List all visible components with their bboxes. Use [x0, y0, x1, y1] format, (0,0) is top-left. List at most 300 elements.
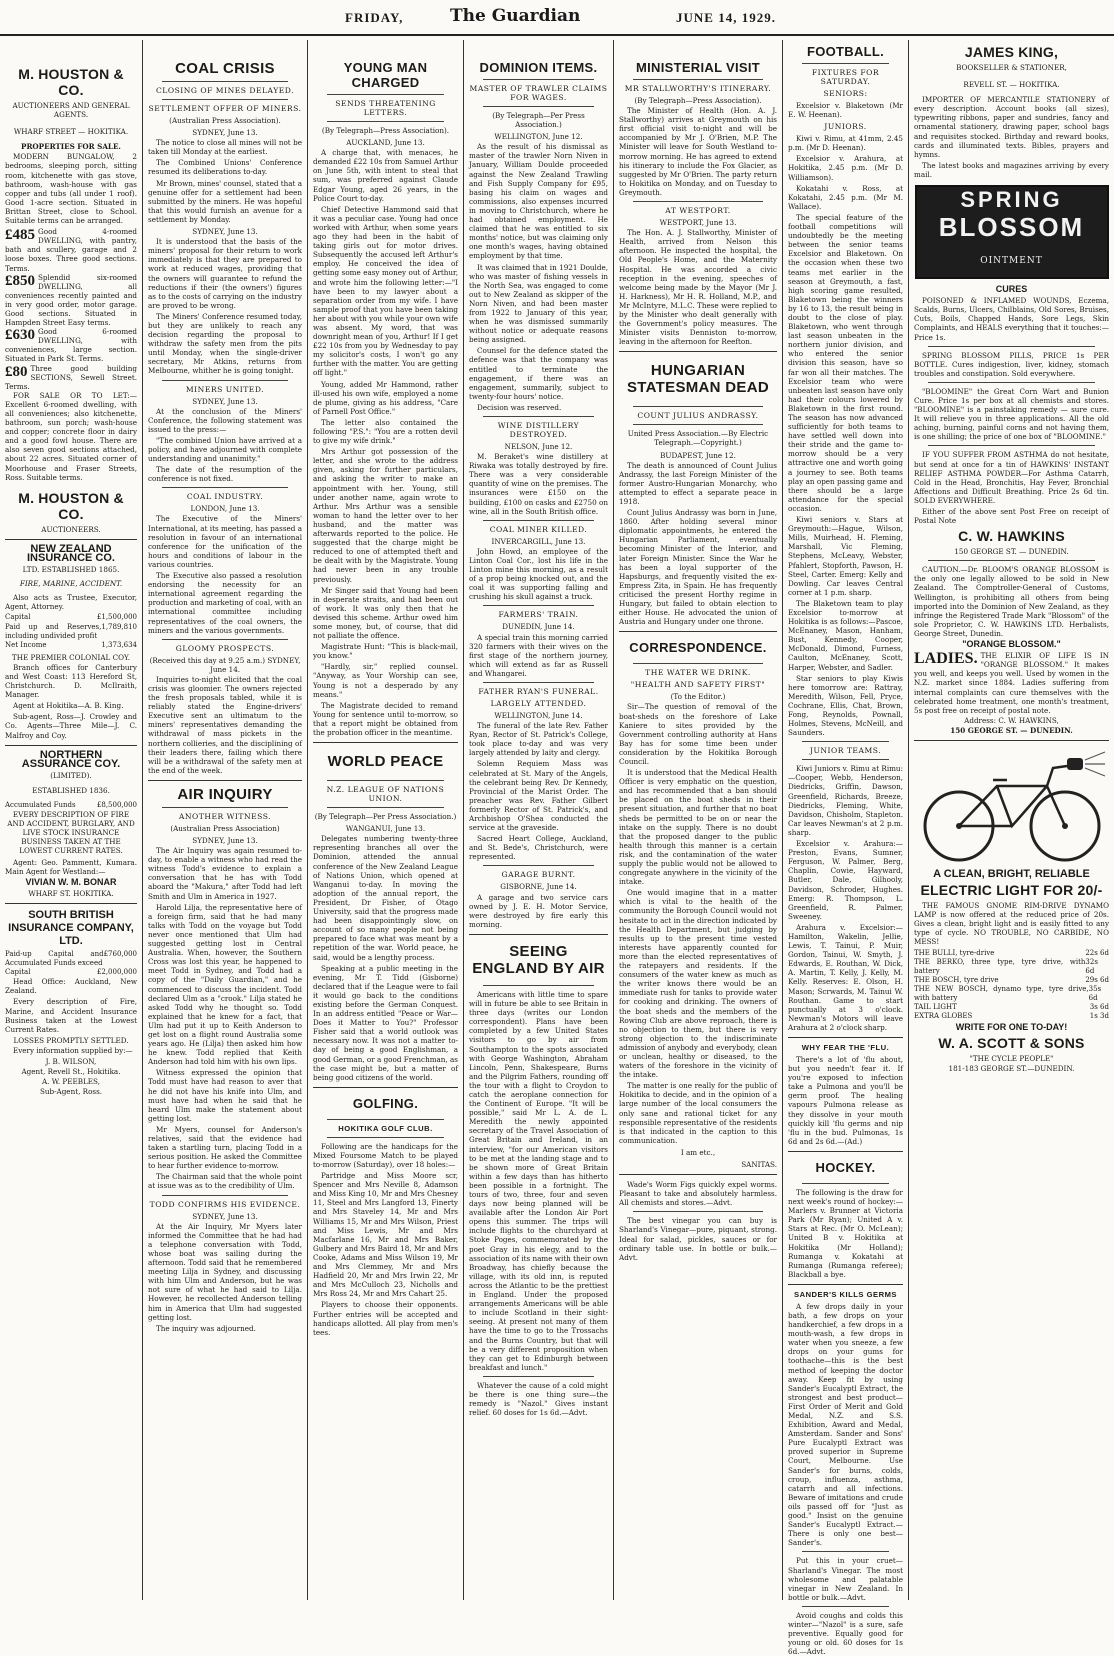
paragraph: John Howd, an employee of the Linton Coal Cor., lost his life in the Linton mine this morning, as a result of a prop being knocked out, and the coal it was supporting falling and crushing his skull against a truck.	[469, 546, 608, 602]
divider	[633, 1211, 763, 1212]
divider	[483, 416, 594, 417]
divider	[483, 520, 594, 521]
ad-pills: SPRING BLOSSOM PILLS, PRICE 1s PER BOTTLE. Cures indigestion, liver, kidney, stomach troubles and constipation. Sold everywhere.	[914, 350, 1109, 378]
subhead: COUNT JULIUS ANDRASSY.	[637, 411, 759, 421]
value: £760,000	[103, 949, 137, 958]
ad-write: WRITE FOR ONE TO-DAY!	[955, 1022, 1068, 1033]
nzi-paidup	[5, 623, 137, 641]
paragraph: The Blaketown team to play Excelsior to-morrow at Hokitika is as follows:—Pascoe, McEnaney, Mason, Hanham, Bust, Kennedy, Cooper, McDonald, Dimond, Furness, Caulton, McEnaney, Scott, Harper, Webster, and Sadler.	[788, 598, 903, 672]
paragraph: It was claimed that in 1921 Doulde, who was master of fishing vessels in the North Sea, was engaged to come out to New Zealand as skipper of the Norn Niven, and had been master from 1922 to January of this year, when he was dismissed summarily without notice or adequate reasons being assigned.	[469, 262, 608, 345]
paragraph: There's a lot of 'flu about, but you needn't fear it. If you're exposed to infection take a Pulmona and you'll be germ proof. The healing vapours Pulmona release as they dissolve in your mouth quickly kill 'flu germs and nip 'flu in the bud. Pulmonas, 1s 6d and 2s 6d.—(Ad.)	[788, 1055, 903, 1146]
ad-nzi-established: LTD. ESTABLISHED 1865.	[22, 565, 120, 575]
paragraph: Star seniors to play Kiwis here tomorrow are: Rattray, Meredith, Wilson, Fell, Pryce, Cochrane, Ellis, Chat, Brown, Fong, Reynolds, Pownall, Holmes, Stevens, McNeill, and Saunders.	[788, 673, 903, 738]
dateline: WESTPORT, June 13.	[659, 218, 737, 228]
price-2: £485	[5, 227, 35, 244]
ad-property-1: MODERN BUNGALOW, 2 bedrooms, sleeping porch, sitting room, kitchenette with gas stove, bathroom, wash-house with gas copper and tubs (all under 1 roof). Good 1-acre section. Situated in Brittan Street, close to School. Suitable terms can be arranged.	[5, 152, 137, 226]
label: THE BERKO, three type, tyre drive, with battery	[914, 957, 1086, 975]
divider	[483, 1376, 594, 1377]
headline-hungarian-statesman: HUNGARIAN STATESMAN DEAD	[627, 362, 769, 397]
paragraph: It is understood that the basis of the miners' proposal for their return to work immediately is that they are prepared to work at reduced wages, providing that the owners will guarantee to refund the reductions if their (the owners') figures as to the costs of carrying on the industry are proved to be wrong.	[148, 237, 302, 310]
paragraph: A special train this morning carried 320 farmers with their wives on the first stage of the northern journey, which will extend as far as Russell and Whangarei.	[469, 632, 608, 678]
paragraph: Mrs Arthur got possession of the letter, and she wrote to the address given, asking for further particulars, and asking the writer to make an appointment with her. Young, still under another name, again wrote to Arthur. Mrs Arthur was a sensible woman to hand the letter over to her husband, and the matter was afterwards reported to the police. He suggested that the charge might be reduced to one of attempted theft and be dealt with by the Magistrate. Young had never been in any trouble previously.	[313, 447, 458, 584]
logo-word: BLOSSOM	[938, 212, 1085, 243]
divider	[928, 382, 1095, 383]
paragraph: Solemn Requiem Mass was celebrated at St. Mary of the Angels, the celebrant being Rev. Dr Kennedy, Provincial of the Marist Order. The preacher was Rev. Father Gilbert formerly Rector of St. Patrick's, and Archbishop O'Shea conducted the service at the graveside.	[469, 759, 608, 833]
subhead: THE WATER WE DRINK.	[645, 668, 751, 678]
ad-sbi-name: SOUTH BRITISH INSURANCE COMPANY, LTD.	[8, 908, 134, 947]
subhead: MR STALLWORTHY'S ITINERARY.	[624, 84, 772, 93]
headline-coal-crisis: COAL CRISIS	[175, 60, 275, 77]
label: Accumulated Funds	[5, 801, 76, 809]
to-editor: (To the Editor.)	[670, 692, 726, 702]
headline-hockey: HOCKEY.	[815, 1159, 876, 1175]
ad-cures-text: POISONED & INFLAMED WOUNDS, Eczema, Scalds, Burns, Ulcers, Chilblains, Old Sores, Bruises, Cuts, Boils, Chapped Hands, Sore Legs, Skin Complaints, and HEALS everything that it touches:—Price 1s.	[914, 296, 1109, 342]
headline-young-man-charged: YOUNG MAN CHARGED	[343, 60, 428, 90]
value: 1,789,810	[101, 622, 137, 631]
divider	[633, 201, 763, 202]
ad-property-3	[5, 273, 137, 328]
divider	[162, 639, 288, 640]
price-5: £80	[5, 363, 28, 380]
value: 32s 6d	[1085, 957, 1098, 975]
dateline: WANGANUI, June 13.	[345, 824, 426, 834]
ad-houston-subtitle: AUCTIONEERS AND GENERAL AGENTS.	[12, 101, 130, 120]
sbi-capital	[5, 968, 137, 977]
ad-info: Every information supplied by:—	[13, 1045, 133, 1055]
ad-hawkins-name: C. W. HAWKINS	[958, 528, 1065, 545]
dateline: SYDNEY, June 13.	[192, 1211, 258, 1221]
ad-asthma: IF YOU SUFFER FROM ASTHMA do not hesitate, but send at once for a tin of HAWKINS' INSTANT RELIEF ASTHMA POWDER—For Asthma Catarrh, Cold in the Head, Bronchitis, Hay Fever, Bronchial Affections and Difficult Breathing. Price 2s 6d tin. SOLD EVERYWHERE.	[914, 450, 1109, 505]
label: Net Income	[5, 640, 47, 649]
ad-houston-subtitle-2: AUCTIONEERS.	[41, 524, 101, 534]
ad-lamp-text: THE FAMOUS GNOME RIM-DRIVE DYNAMO LAMP is now offered at the reduced price of 20s. Gives a clean, bright light and is easily fitted to any type of cycle. NO TROUBLE, NO CARBIDE, NO MESS!	[914, 901, 1109, 947]
ad-james-king-text-2: The latest books and magazines arriving by every mail.	[914, 160, 1109, 179]
masthead-date: JUNE 14, 1929.	[676, 10, 776, 25]
value: 1,373,634	[101, 640, 137, 649]
paragraph: One would imagine that in a matter which is vital to the health of the community the Borough Council would not hesitate to act in the direction indicated by the Health Department, but judging by results up to the present time vested interests have apparently counted for more than the elected representatives of the ratepayers and residents. If the consumers of the water knew as much as the writer knows there would be an immediate rush for tanks to provide water for cooking and drinking. The owners of the boat sheds and the members of the Rowing Club are above reproach, there is no objection to them, but there is very strong objection to the indiscriminate admission of anybody and everybody, clean or unclean, healthy or diseased, to the waters of the foreshore in the vicinity of the intake.	[619, 888, 777, 1080]
credit-line: (Australian Press Association).	[169, 116, 281, 125]
price-3: £850	[5, 272, 35, 289]
divider	[802, 63, 889, 64]
ad-scott-address: 181-183 GEORGE ST.—DUNEDIN.	[948, 1064, 1075, 1074]
paragraph: Americans with little time to spare will in future be able to see Britain in three days (writes our London correspondent). Plans have been completed by a few United States visitors to go by air from Southampton to the spots associated with George Washington, Abraham Lincoln, Penn, Shakespeare, Burns and the Pilgrim Fathers, rounding off the tour with a flight to Croydon to catch the aeroplane connection for the Continent of Europe. "It will be possible," said Mr L. A. de L. Meredith the newly appointed secretary of the Travel Association of Great Britain and Ireland, in an interview, "for our American visitors to be met at the landing stage and to be shown more of Great Britain within a few days than has hitherto been possible in a fortnight. The tours of two, three, four and seven days now being planned will be available after the London Air Port opens this summer. The trips will include flights to the churchyard at Stoke Poges, commemorated by the poet Gray in his elegy, and to the association of its name with their own Broadway, has chiefly because the village, with its old inn, is reputed across the Atlantic to be the prettiest in England. Under the proposed arrangements Americans will be able to include Scotland in their sight-seeing. At present not many of them have the time to go to the Trossachs and the Burns Country, but that will be a very different proposition when they can get to Edinburgh between breakfast and lunch."	[469, 989, 608, 1372]
lamp-price-1	[914, 949, 1109, 958]
paragraph: Kokatahi v. Ross, at Kokatahi, 2.45 p.m. (Mr M. Wallace).	[788, 183, 903, 211]
credit-line: (Australian Press Association)	[170, 823, 280, 833]
divider	[928, 445, 1095, 446]
property-4-text: Good 6-roomed DWELLING, with conveniences, large section. Situated in Park St. Terms.	[5, 327, 137, 364]
sbi-paid	[5, 950, 137, 968]
value: £1,500,000	[96, 613, 137, 622]
divider	[619, 351, 777, 352]
label: EXTRA GLOBES	[914, 1012, 973, 1021]
divider	[788, 1037, 903, 1038]
spring-blossom-logo	[915, 185, 1109, 279]
paragraph: "The combined Union have arrived at a policy, and have adjourned with complete understanding and unanimity."	[148, 435, 302, 464]
paragraph: Speaking at a public meeting in the evening, Mr T. Tidd (Gisborne) declared that if the League were to fail it would go back to the conditions existing before the German Conquest. In an address entitled "Peace or War—Does it Matter to You?" Professor Fisher said that a world outlook was necessary now. It was not a matter to-day of being a good Englishman, a good German, or a good Frenchman, as the case might be, but a matter of being good citizens of the world.	[313, 963, 458, 1082]
divider	[148, 780, 302, 781]
subhead: FARMERS' TRAIN.	[498, 610, 579, 620]
paragraph: A few drops daily in your bath, a few drops on your handkerchief, a few drops in a mouth-wash, a few drops in water when you sneeze, a few drops on your gums for toothache—this is the best method of keeping the doctor away. Keep fit by using Sander's Eucalyptl Extract, the strongest and best product—First Order of Merit and Gold Medal, N.Z. and S.S. Exhibition, Award and Medal, Amsterdam. Sander and Sons' Pure Eucalyptl Extract was proved superior in Supreme Court, Melbourne. Use Sander's for burns, colds, croup, influenza, asthma, catarrh and all infections. Beware of imitations and crude oils passed off for "Just as good." Insist on the genuine Sander's Eucalyptl Extract.—There is only one best—Sander's.	[788, 1301, 903, 1548]
dateline: LONDON, June 13.	[190, 504, 260, 514]
divider	[483, 985, 594, 986]
paragraph: The matter is one really for the public of Hokitika to decide, and in the opinion of a large number of the local consumers the only sane and rational ticket for any responsible representative of the residents is that indicated in the caption to this communication.	[619, 1081, 777, 1145]
divider	[802, 759, 889, 760]
paragraph: The special feature of the football competitions will undoubtedly be the meeting between the senior teams Excelsior and Blaketown. On the occasion when these two teams met earlier in the season at Greymouth, a fast, high scoring game resulted, Blaketown being the winners by 16 to 13, the result being in doubt to the close of play. Blaketown, who went through last season unbeaten in the northern junior division, and who entered the senior division this season, have so far won all their matches. The Excelsior team who were unbeaten last season have only had their colours lowered by Blaketown in the first round. The season has now advanced sufficiently for both teams to have settled well down into their stride and the game to-morrow should be a very attractive one and worth going a journey to see. Both teams play an open passing game and there should be a large attendance for the special occasion.	[788, 212, 903, 513]
property-5-text: Three good building SECTIONS, Sewell Street. Terms.	[5, 363, 137, 391]
column-coal-crisis	[143, 40, 307, 1600]
paragraph: Excelsior v. Blaketown (Mr E. W. Heenan).	[788, 101, 903, 120]
column-advertisements-right	[909, 40, 1114, 1600]
divider	[313, 742, 458, 743]
ad-property-4	[5, 327, 137, 363]
paragraph: Following are the handicaps for the Mixed Foursome Match to be played to-morrow (Saturday), over 18 holes:—	[313, 1141, 458, 1169]
paragraph: Arahura v. Excelsior:—Hamilton, Wakelin, Jellie, Lewis, T. Tainui, P. Muir, Gordon, Tainui, W. Smyth, J. Edwards, E. Routhan, W. Dick, A. Martin, T. Kelly, J. Kelly, M. Kelly. Reserves: E. Olson, H. Mason; Scrwards, M. Tainui W. Routhan. Game to start punctually at 3 o'clock. Newman's Motors will leave Arahura at 2 o'clock sharp.	[788, 922, 903, 1032]
divider	[928, 346, 1095, 347]
paragraph: The Magistrate decided to remand Young for sentence until to-morrow, so that a report might be obtained from the probation officer in the meantime.	[313, 700, 458, 737]
column-young-man-charged	[308, 40, 463, 1600]
divider	[5, 903, 137, 904]
subhead: SENIORS:	[823, 89, 868, 98]
headline-football: FOOTBALL.	[806, 44, 885, 59]
ad-properties-heading: PROPERTIES FOR SALE.	[21, 142, 121, 152]
paragraph: "Hardly, sir," replied counsel. "Anyway, as Your Worship can see, Young is not a desperado by any means."	[313, 662, 458, 699]
paragraph: The Executive of the Miners' International, at its meeting, has passed a resolution in favour of an international conference for the unification of the hours and conditions of labour in the various countries.	[148, 514, 302, 569]
paragraph: The funeral of the late Rev. Father Ryan, Rector of St. Patrick's College, took place to-day and was very largely attended by laity and clergy.	[469, 721, 608, 758]
paragraph: The Executive also passed a resolution endorsing the necessity for an international agreement regarding the production and marketing of coal, with an international committee including representatives of the coal owners, the miners and the various governments.	[148, 571, 302, 635]
label: TAIL LIGHT	[914, 1003, 957, 1012]
lamp-price-5	[914, 1003, 1109, 1012]
dateline: GISBORNE, June 14.	[500, 882, 577, 892]
ad-northern-ltd: (LIMITED).	[50, 770, 92, 780]
subhead: GLOOMY PROSPECTS.	[175, 643, 275, 653]
ad-northern-text: EVERY DESCRIPTION OF FIRE AND ACCIDENT, BURGLARY, AND LIVE STOCK INSURANCE BUSINESS TAKEN AT THE LOWEST CURRENT RATES.	[7, 810, 135, 856]
paragraph: Mr Brown, mines' counsel, stated that a genuine offer for a settlement had been submitted by the miners. He was hopeful that this would furnish an avenue for a settlement by Monday.	[148, 178, 302, 224]
paragraph: The Minister of Health (Hon. A. J. Stallworthy) arrives at Greymouth on his first official visit to-night and will be accompanied by Mr J. O'Brien, M.P. The Minister will leave for South Westland to-morrow morning. He has agreed to extend his itinerary to include the Fox Glacier, as suggested by Mr O'Brien. The party return to Hokitika on Monday, and on Tuesday to Greymouth.	[619, 106, 777, 197]
ad-agent-1: Agent at Hokitika—A. B. King.	[13, 701, 124, 711]
divider	[928, 560, 1095, 561]
divider	[619, 631, 777, 632]
ad-houston-name-2: M. HOUSTON & CO.	[18, 489, 124, 522]
paragraph: Young, added Mr Hammond, rather ill-used his own wife, employed a nome de plume, giving as his address, "Care of Parnell Post Office."	[313, 379, 458, 416]
ad-sbi-text: Every description of Fire, Marine, and Accident Insurance Business taken at the Lowest Current Rates.	[5, 997, 137, 1034]
dateline: (Received this day at 9.25 a.m.) SYDNEY, June 14.	[149, 655, 301, 674]
masthead	[0, 0, 1114, 36]
subhead: MASTER OF TRAWLER CLAIMS FOR WAGES.	[469, 84, 608, 102]
paragraph: Mr Myers, counsel for Anderson's relatives, said that the evidence had taken a startling turn, placing Todd in a serious position. He asked the Committee to hear further evidence to-morrow.	[148, 1124, 302, 1171]
column-advertisements-left	[0, 40, 142, 1600]
ad-property-2	[5, 227, 137, 272]
ad-address-2: 150 GEORGE ST. — DUNEDIN.	[950, 725, 1073, 735]
label: Paid up and Reserves, including undivided profit	[5, 622, 102, 640]
subhead: FATHER RYAN'S FUNERAL.	[478, 686, 599, 696]
dateline: SYDNEY, June 13.	[192, 227, 258, 237]
paragraph: Counsel for the defence stated the defence was that the company was entitled to terminate the engagement, if there was an engagement, summarily, subject to twenty-four hours' notice.	[469, 346, 608, 401]
ad-james-king-address: REVELL ST. — HOKITIKA.	[963, 80, 1060, 90]
dateline: SYDNEY, June 13.	[192, 128, 258, 138]
advert-nazol: Whatever the cause of a cold might be there is one thing sure—the remedy is "Nazol." Gives instant relief. 60 doses for 1s 6d.—Advt.	[469, 1380, 608, 1418]
subhead: TODD CONFIRMS HIS EVIDENCE.	[149, 1199, 301, 1209]
ad-agent-3: Agent: Geo. Pammentt, Kumara. Main Agent for Westland:—	[5, 857, 137, 876]
price-4: £630	[5, 327, 35, 344]
subhead: SETTLEMENT OFFER OF MINERS.	[148, 104, 302, 113]
paragraph: Mr Singer said that Young had been in desperate straits, and had been out of work. It was only then that he devised this scheme. Arthur owed him some money, but, of course, that did not palliate the offence.	[313, 585, 458, 641]
logo-word: SPRING	[960, 187, 1063, 213]
subhead: "HEALTH AND SAFETY FIRST"	[630, 680, 766, 690]
paragraph: Delegates numbering twenty-three representing branches all over the Dominion, attended the annual conference of the New Zealand League of Nations Union, which opened at Wanganui to-day. In moving the adoption of the annual report, the President, Dr Fisher, of Otago University, said that the progress made had been disappointingly slow, on account of so many people not being prepared to face what was meant by a repetition of the war. World peace, he said, would be a lengthy process.	[313, 834, 458, 962]
divider	[483, 865, 594, 866]
advert-nazol-2: Avoid coughs and colds this winter—"Nazol" is a sure, safe preventive. Equally good for young or old. 60 doses for 1s 6d.—Advt.	[788, 1610, 903, 1656]
paragraph: Harold Lilja, the representative here of a foreign firm, said that he had many talks with Todd on the voyage but Todd never once mentioned that Ulm had suggested getting lost in Central Australia. When, however, the Southern Cross was lost this year, he happened to meet Todd in Sydney, and Todd had a copy of the "Daily Guardian," and he commenced to discuss the incident. Todd declared Ulm as a "crook." Lilja stated he asked Todd why he thought so. Todd explained that he knew for a fact, that Ulm had put it up to Keith Anderson to get lost on a flight round Australia some years ago. He (Lilja) then asked him how he knew. Todd replied that Keith Anderson had told him with his own lips.	[148, 902, 302, 1067]
lamp	[1067, 758, 1083, 770]
divider	[802, 1606, 889, 1607]
divider	[162, 487, 288, 488]
ad-nzi-subtitle: FIRE, MARINE, ACCIDENT.	[19, 579, 123, 589]
paragraph: A garage and two service cars owned by J. E. H. Motor Service, were destroyed by fire early this morning.	[469, 892, 608, 929]
dateline: NELSON, June 12.	[504, 442, 573, 451]
divider	[633, 663, 763, 664]
ad-houston-address: WHARF STREET — HOKITIKA.	[13, 127, 129, 137]
property-3-text: Splendid six-roomed DWELLING, all conveniences recently painted and in very good order, motor garage. Good sections. Situated in Hampden Street Easy terms.	[5, 272, 137, 328]
divider	[327, 1137, 444, 1138]
paragraph: The notice to close all mines will not be taken till Monday at the earliest.	[148, 138, 302, 157]
divider	[5, 539, 137, 540]
divider	[162, 1195, 288, 1196]
paragraph: Kiwi seniors v. Stars at Greymouth:—Hague, Wilson, Mills, Muirhead, H. Fleming, Marshall, Vic Fleming, Stephens, McLeavy, Webster, Pfahlert, Stopforth, Pawson, H. Steel, Carter. Emerg: Kelly and Dowling. Car leaves Central corner at 1 p.m. sharp.	[788, 515, 903, 597]
paragraph: The Miners' Conference resumed today, but they are unlikely to reach any decision regarding the proposal to withdraw the safety men from the pits until Monday, when the single-driver secretary, Mr Atkins, returns from Melbourne, whither he is going tonight.	[148, 311, 302, 376]
headline-seeing-england: SEEING ENGLAND BY AIR	[472, 942, 605, 977]
paragraph: Kiwi Juniors v. Rimu at Rimu:—Cooper, Webb, Henderson, Diedricks, Griffin, Dawson, Greenfield, Richards, Breeze, Diedricks, Fleming, White, Davidson, Chisholm, Stapleton. Car leaves Newman's at 2 p.m. sharp.	[788, 764, 903, 837]
dateline: BUDAPEST, June 12.	[660, 450, 736, 460]
paragraph: M. Beraket's wine distillery at Riwaka was totally destroyed by fire. There was a very considerable quantity of wine on the premises. The insurances were £150 on the building, £100 on casks and £2750 on wine, all in the South British office.	[469, 452, 608, 516]
credit-line: (By Telegraph—Press Association).	[634, 96, 762, 105]
advert-worm-figs: Wade's Worm Figs quickly expel worms. Pleasant to take and absolutely harmless. All chemists and stores.—Advt.	[619, 1180, 777, 1208]
divider	[483, 79, 594, 80]
column-ministerial-visit	[614, 40, 782, 1600]
ad-losses: LOSSES PROMPTLY SETTLED.	[13, 1035, 129, 1045]
advert-vinegar-2: Put this in your cruet—Sharland's Vinegar. The most wholesome and palatable vinegar in New Zealand. In bottle or bulk.—Advt.	[788, 1556, 903, 1602]
masthead-day: FRIDAY,	[345, 10, 404, 25]
subhead: SENDS THREATENING LETTERS.	[335, 99, 436, 117]
ad-nzi-name: NEW ZEALAND INSURANCE CO.	[26, 542, 115, 564]
divider	[633, 424, 763, 425]
ad-scott-subtitle: "THE CYCLE PEOPLE"	[969, 1054, 1054, 1064]
nzi-capital	[5, 613, 137, 622]
paragraph: Excelsior v. Arahura:—Preston, Evans, Sumner, Ferguson, W. Palmer, Berg, Chaplin, Cowie, Hayward, Butler, Dale, Gilhooly, Davidson, Schroder, Hughes. Emerg: R. Thompson, L. Greenfield, R. Palmer, Sweeney.	[788, 839, 903, 921]
value: 22s 6d	[1085, 948, 1109, 957]
divider	[802, 741, 889, 742]
label: Capital	[5, 968, 31, 977]
dateline: DUNEDIN, June 14.	[502, 622, 575, 632]
letter-signature: SANITAS.	[741, 1160, 777, 1169]
headline-dominion-items: DOMINION ITEMS.	[479, 60, 598, 75]
paragraph: Witness expressed the opinion that Todd must have had reason to aver that he did not have his knife into Ulm, and must have had when he said that he heard Ulm make the statement about getting lost.	[148, 1068, 302, 1123]
divider	[788, 1151, 903, 1152]
subhead: MINERS UNITED.	[185, 384, 265, 394]
paragraph: Magistrate Hunt: "This is black-mail, you know."	[313, 642, 458, 661]
ad-northern-name: NORTHERN ASSURANCE COY.	[21, 748, 121, 770]
subhead: ANOTHER WITNESS.	[178, 811, 272, 821]
ad-scott-name: W. A. SCOTT & SONS	[938, 1035, 1085, 1052]
ad-peebles-address: Sub-Agent, Ross.	[39, 1087, 103, 1097]
value: 29s 6d	[1085, 975, 1109, 984]
ad-houston-name: M. HOUSTON & CO.	[18, 66, 124, 98]
paragraph: Excelsior v. Arahura, at Hokitika, 2.45 p.m. (Mr D. Williamson).	[788, 154, 903, 182]
ad-northern-established: ESTABLISHED 1836.	[32, 785, 110, 795]
ad-wilson: J. B. WILSON,	[45, 1056, 97, 1066]
lamp-price-6	[914, 1012, 1109, 1021]
ad-branch: Branch offices for Canterbury and West Coast: 113 Hereford St, Christchurch. D. McIlraith, Manager.	[5, 662, 137, 700]
ad-peebles: A. W. PEEBLES,	[41, 1077, 101, 1087]
ad-bonar-name: VIVIAN W. M. BONAR	[25, 876, 117, 887]
divider	[914, 740, 1109, 741]
headline-world-peace: WORLD PEACE	[327, 753, 444, 771]
value: 1s 3d	[1089, 1012, 1109, 1021]
paragraph: It is understood that the Medical Health Officer is very emphatic on the question, and has recommended that a ban should be placed on the boat sheds in their present situation, and further that no boat sheds be permitted to be on or near the intake on the supply. There is no doubt that the proposed danger to the public health through this manner is a certain risk, and the contamination of the water supply the public would not be allowed to congregate anywhere in the vicinity of the intake.	[619, 768, 777, 887]
subhead: SANDER'S KILLS GERMS	[794, 1289, 897, 1299]
ad-clean-bright: A CLEAN, BRIGHT, RELIABLE	[933, 867, 1090, 880]
headline-air-inquiry: AIR INQUIRY	[177, 785, 273, 803]
lamp-price-3	[914, 976, 1109, 985]
bicycle-lamp-illustration	[917, 746, 1107, 866]
credit-line: United Press Association.—By Electric Telegraph.—Copyright.)	[627, 429, 769, 448]
divider	[802, 1551, 889, 1552]
dateline: SYDNEY, June 13.	[192, 836, 258, 845]
subhead: N.Z. LEAGUE OF NATIONS UNION.	[326, 785, 445, 804]
paragraph: The Hon. A. J. Stallworthy, Minister of Health, arrived from Nelson this afternoon. He inspected the hospital, the Old People's Home, and the Maternity Hospital. He was accorded a civic reception in the evening, speeches of welcome being made by the Mayor (Mr J. H. Harkness), Mr H. R. Holland, M.P., and Mr McIntyre, M.L.C. These were replied to by the Minister who dealt generally with the Government's policy measures. The Minister visits Denniston to-morrow, leaving in the afternoon for Reefton.	[619, 228, 777, 347]
paragraph: The letter also contained the following "P.S.": "You are a rotten devil to give my wife drink."	[313, 417, 458, 446]
value: £8,500,000	[96, 801, 137, 809]
divider	[483, 106, 594, 107]
label: Paid-up Capital and Accumulated Funds exceed	[5, 949, 104, 968]
paragraph: A charge that, with menaces, he demanded £22 10s from Samuel Arthur on June 5th, with intent to steal that sum, was preferred against Claude Edgar Young, aged 26 years, in the Police Court to-day.	[313, 148, 458, 203]
paragraph: The Air Inquiry was again resumed to-day, to enable a witness who had read the witness Todd's evidence to explain a conversation that he has with Todd aboard the "Makura," after Todd had left Smith and Ulm in America in 1927.	[148, 846, 302, 901]
frame	[959, 786, 1065, 826]
divider	[162, 81, 288, 82]
dateline: INVERCARGILL, June 13.	[491, 536, 586, 546]
masthead-paper-name: The Guardian	[450, 6, 581, 26]
subhead: COAL INDUSTRY.	[186, 492, 264, 502]
paragraph: Sacred Heart College, Auckland, and St. Bede's, Christchurch, were represented.	[469, 834, 608, 862]
paragraph: The death is announced of Count Julius Andrassy, the last Foreign Minister of the former Austro-Hungarian Monarchy, who attempted to effect a separate peace in 1918.	[619, 460, 777, 506]
ad-wilson-address: Agent, Revell St., Hokitika.	[21, 1067, 121, 1077]
subhead: GARAGE BURNT.	[501, 870, 576, 880]
divider	[162, 380, 288, 381]
dateline: WELLINGTON, June 12.	[494, 132, 583, 142]
paragraph: The following is the draw for next week's round of hockey:—Marlers v. Brunner at Victoria Park (Mr Ryan); United A v. Stars at Rec. (Mr O. McLean); United B v. Hokitika at Hokitika (Mr Holland); Rumanga v. Kokatahi at Rumanga (Rumanga referee); Blackball a bye.	[788, 1187, 903, 1279]
divider	[483, 682, 594, 683]
headline-ministerial-visit: MINISTERIAL VISIT	[635, 60, 761, 75]
ad-ladies	[914, 651, 1109, 715]
advert-vinegar: The best vinegar you can buy is Sharland's Vinegar—pure, piquant, strong. Ideal for salad, pickles, sauces or for ordinary table use. In bottle or bulk.—Advt.	[619, 1216, 777, 1262]
paragraph: Count Julius Andrassy was born in June, 1860. After holding several minor diplomatic appointments, he entered the Hungarian Parliament, eventually becoming Minister of the Interior, and later Foreign Minister. Since the War he has been a loyal supporter of the Hapsburgs, and frequently visited the ex-Empress Zita, in Spain. He has frequently criticised the present Horthy regime in Hungary, but failed to obtain election to either House. He advocated the union of Austria and Hungary under one throne.	[619, 508, 777, 627]
ad-hawkins-address: 150 GEORGE ST. — DUNEDIN.	[954, 547, 1069, 557]
paragraph: Sir—The question of removal of the boat-sheds on the foreshore of Lake Kaniere to sites provided by the Government controlling authority at Hans Bay has for some time been under consideration by the Hokitika Borough Council.	[619, 702, 777, 766]
divider	[313, 1087, 458, 1088]
handlebar	[993, 766, 1067, 786]
label: THE NEW BOSCH, dynamo type, tyre drive, with battery	[914, 984, 1089, 1002]
divider	[327, 807, 444, 808]
ad-bonar-address: WHARF ST. HOKITIKA.	[28, 888, 114, 898]
divider	[633, 406, 763, 407]
property-2-text: Good 4-roomed DWELLING, with pantry, bath and scullery, garage and 2 loose boxes. Three good sections. Terms.	[5, 227, 137, 273]
ad-orange-blossom: "ORANGE BLOSSOM."	[962, 639, 1061, 650]
paragraph: Chief Detective Hammond said that it was a peculiar case. Young had once worked with Arthur, when some years ago they had been in the habit of taking girls out for motor drives. Subsequently the accused left Arthur's employ. He conceived the idea of getting some easy money out of Arthur, and wrote him the following letter:—"I have been to my lawyer about a separation order from my wife. I have sample proof that you have been taking her about with you while your own wife was absent. My word, that was downright mean of you, Arthur! If I get £22 10s from you by Wednesday to pay my solicitor's costs, I won't go any further with the matter. You are getting off light."	[313, 204, 458, 378]
logo-word: OINTMENT	[980, 256, 1043, 267]
nzi-net-income	[5, 641, 137, 650]
dateline: WELLINGTON, June 14.	[494, 710, 583, 720]
ad-property-6: FOR SALE OR TO LET:—Excellent 6-roomed dwelling, with all conveniences; also kitchenette, bathroom, sun porch; wash-house and copper; concrete floor in dairy and a good fowl house. There are also seven good sections attached, about 22 acres. Situated corner of Moorhouse and Fraser Streets, Ross. Suitable terms.	[5, 390, 137, 482]
divider	[633, 79, 763, 80]
divider	[327, 121, 444, 122]
dateline: AUCKLAND, June 13.	[346, 138, 425, 148]
ad-nzi-text: Also acts as Trustee, Executor, Agent, Attorney.	[5, 593, 137, 612]
value: 35s 6d	[1088, 984, 1102, 1002]
ad-cures-heading: CURES	[995, 284, 1028, 295]
paragraph: The date of the resumption of the conference is not fixed.	[148, 465, 302, 484]
divider	[327, 1119, 444, 1120]
label: Capital	[5, 613, 31, 622]
northern-funds	[5, 801, 137, 810]
ad-james-king-text: IMPORTER OF MERCANTILE STATIONERY of every description. Account books (all sizes), typewriting ribbons, paper and sundries, fancy and ornamental stationery, drawing paper, school bags and requisites stocked. Birthday and reward books, cards and illuminated texts. Bibles, prayers and hymns.	[914, 95, 1109, 159]
subhead: AT WESTPORT.	[665, 206, 731, 216]
dateline: SYDNEY, June 13.	[192, 396, 258, 406]
ladies-heading: LADIES.	[914, 650, 978, 668]
ad-premier: THE PREMIER COLONIAL COY.	[11, 652, 131, 662]
ad-address: Address: C. W. HAWKINS,	[964, 715, 1059, 725]
label: THE BOSCH, tyre drive	[914, 975, 999, 984]
divider	[788, 1284, 903, 1285]
paragraph: At the conclusion of the Miners' Conference, the following statement was issued to the press:—	[148, 406, 302, 434]
subhead: JUNIORS.	[824, 122, 867, 132]
subhead: HOKITIKA GOLF CLUB.	[338, 1123, 433, 1133]
paragraph: The Combined Unions' Conference resumed its deliberations to-day.	[148, 158, 302, 177]
credit-line: (By Telegraph—Per Press Association.)	[314, 812, 457, 822]
paragraph: Inquiries to-night elicited that the coal crisis was gloomier. The owners rejected the fresh proposals tabled, while it is reliably stated the Engine-drivers' Executive sent an ultimatum to the miners' representatives demanding the withdrawal of mass pickets in the northern collieries, and the disciplining of their leaders there, failing which there will be a withdrawal of the safety men at the end of the week.	[148, 674, 302, 775]
subhead: CLOSING OF MINES DELAYED.	[155, 86, 295, 95]
ad-agent-2: Sub-agent, Ross—J. Crowley and Co. Agents—Three Mile—J. C. Malfroy and Coy.	[5, 712, 137, 740]
divider	[162, 807, 288, 808]
ad-asthma-2: Either of the above sent Post Free on receipt of Postal Note	[914, 507, 1109, 526]
paragraph: The Chairman said that the whole point at issue was as to the credibility of Ulm.	[148, 1172, 302, 1191]
subhead: WHY FEAR THE 'FLU.	[801, 1043, 890, 1052]
paragraph: As the result of his dismissal as master of the trawler Norn Niven in January, William Doulde proceeded against the New Zealand Trawling and Fish Supply Company for £95, basing his claim on wages and commissions, also expenses incurred in moving to Christchurch, where he had obtained employment. He claimed that he was entitled to six months' notice, but was claiming only one month's wages, having obtained employment by that time.	[469, 142, 608, 261]
label: THE BULLI, tyre-drive	[914, 948, 995, 957]
headline-correspondence: CORRESPONDENCE.	[629, 640, 767, 656]
credit-line: (By Telegraph—Press Association).	[321, 126, 450, 135]
subhead: JUNIOR TEAMS.	[809, 746, 882, 756]
divider	[483, 605, 594, 606]
headline-golfing: GOLFING.	[352, 1095, 419, 1111]
value: 3s 6d	[1089, 1003, 1109, 1012]
divider	[619, 1174, 777, 1175]
ad-electric-light: ELECTRIC LIGHT FOR 20/-	[920, 882, 1103, 899]
ad-property-5	[5, 364, 137, 391]
lamp-price-2	[914, 958, 1109, 976]
column-dominion-items	[464, 40, 613, 1600]
ad-caution: CAUTION.—Dr. BLOOM'S ORANGE BLOSSOM is the only one legally allowed to be sold in New Zealand. The Comptroller-General of Customs, Wellington, is prohibiting all others from being imported into the Dominion of New Zealand, as they infringe the Registered Trade Mark "Blossom" of the sole Proprietor, C. W. HAWKINS LTD. Herbalists, George Street, Dunedin.	[914, 565, 1109, 638]
ad-james-king-name: JAMES KING,	[964, 44, 1059, 60]
divider	[5, 745, 137, 746]
divider	[162, 99, 288, 100]
subhead: WINE DISTILLERY DESTROYED.	[497, 421, 580, 439]
column-football	[783, 40, 908, 1656]
light-rays	[1085, 752, 1105, 776]
paragraph: At the Air Inquiry, Mr Myers later informed the Committee that he had had a telephone conversation with Todd, whose boat was sailing during the afternoon. Todd said that he remembered meeting Lilja in Sydney, and discussing with him Ulm and Anderson, but he was not sure of what he had said to Lilja. However, he recollected Anderson telling him in America that Ulm had suggested getting lost.	[148, 1221, 302, 1322]
ladies-text: THE ELIXIR OF LIFE IS IN "ORANGE BLOSSOM." It makes you well, and keeps you well. Used by women in the N.Z. market since 1884. Ladies suffering from internal complaints can cure themselves with the celebrated home treatment, one month's treatment, 5s post free on receipt of postal note.	[914, 651, 1109, 715]
ad-james-king-subtitle: BOOKSELLER & STATIONER,	[956, 63, 1067, 72]
divider	[469, 934, 608, 935]
